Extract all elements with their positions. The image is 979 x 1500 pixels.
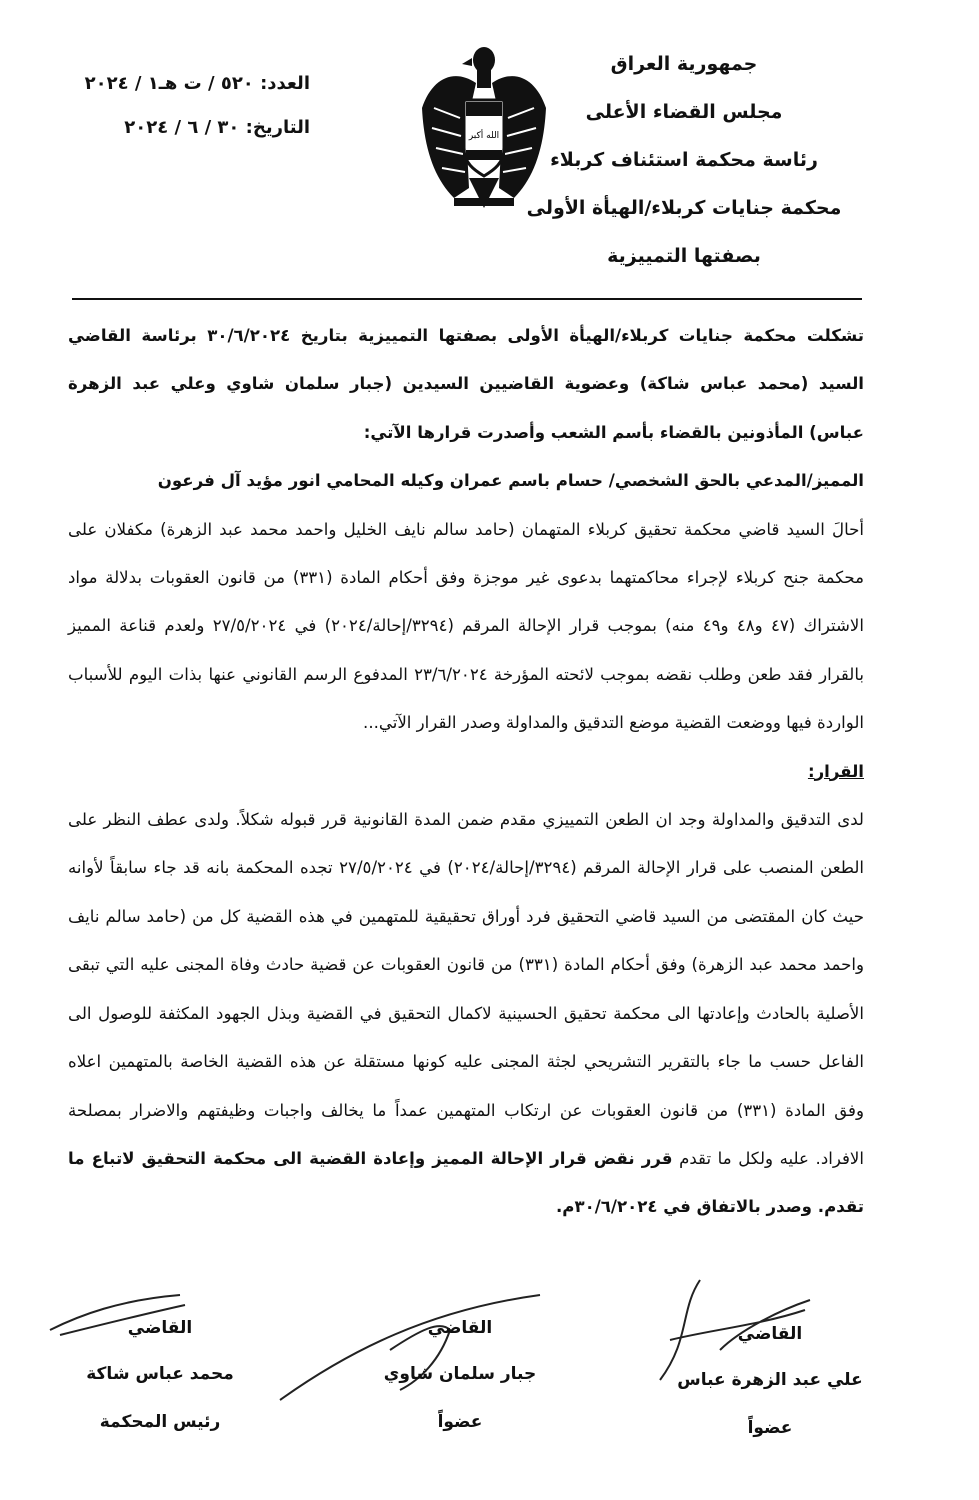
court-composition-paragraph: تشكلت محكمة جنايات كربلاء/الهيأة الأولى بصفتها التمييزية بتاريخ ٣٠/٦/٢٠٢٤ برئاسة القاضي السيد (محمد عباس شاكة) وعضوية القاضيين السيدين (جبار سلمان شاوي وعلي عبد الزهرة عباس) المأذونين بالقضاء بأسم الشعب وأصدرت قرارها الآتي: xyxy=(68,326,864,442)
header-line-appeal-court: رئاسة محكمة استئناف كربلاء xyxy=(550,149,818,171)
header-line-criminal-court: محكمة جنايات كربلاء/الهيأة الأولى xyxy=(526,197,842,219)
appellant-line: المميز/المدعي بالحق الشخصي/ حسام باسم عمران وكيله المحامي انور مؤيد آل فرعون xyxy=(157,471,864,491)
signature-president xyxy=(60,1316,260,1434)
signature-member-1 xyxy=(670,1322,870,1440)
signature-title: القاضي xyxy=(427,1318,493,1338)
header-line-capacity: بصفتها التمييزية xyxy=(607,245,761,267)
reference-number: العدد: ٥٢٠ / ت هـ١ / ٢٠٢٤ xyxy=(84,73,310,94)
signature-role: رئيس المحكمة xyxy=(99,1412,221,1432)
decision-text: لدى التدقيق والمداولة وجد ان الطعن التمييزي مقدم ضمن المدة القانونية قرر قبوله شكلاً. ولدى عطف النظر على الطعن المنصب على قرار الإحالة المرقم (٣٢٩٤/إحالة/٢٠٢٤) في ٢٧/٥/٢٠٢٤ تجده المحكمة بانه قد جاء سابقاً لأوانه حيث كان المقتضى من السيد قاضي التحقيق فرد أوراق تحقيقية للمتهمين في هذه القضية كل من (حامد سالم نايف واحمد محمد عبد الزهرة) وفق أحكام المادة (٣٣١) من قانون العقوبات عن قضية حادث وفاة المجنى عليه التي تبقى الأصلية بالحادث وإعادتها الى محكمة تحقيق الحسينية لاكمال التحقيق في القضية وبذل الجهود المكثفة للوصول الى الفاعل حسب ما جاء بالتقرير التشريحي لجثة المجنى عليه كونها مستقلة عن هذه القضية الخاصة بالمتهمين اعلاه وفق المادة (٣٣١) من قانون العقوبات عن ارتكاب المتهمين عمداً ما يخالف واجبات وظيفتهم والاضرار بمصلحة الافراد. عليه ولكل ما تقدم xyxy=(68,810,864,1168)
reference-date: التاريخ: ٣٠ / ٦ / ٢٠٢٤ xyxy=(124,117,310,138)
facts-paragraph: أحالَ السيد قاضي محكمة تحقيق كربلاء المتهمان (حامد سالم نايف الخليل واحمد محمد عبد الزهرة) مكفلان على محكمة جنح كربلاء لإجراء محاكمتهما بدعوى غير موجزة وفق أحكام المادة (٣٣١) من قانون العقوبات بدلالة مواد الاشتراك (٤٧ و٤٨ و٤٩ منه) بموجب قرار الإحالة المرقم (٣٢٩٤/إحالة/٢٠٢٤) في ٢٧/٥/٢٠٢٤ ولعدم قناعة المميز بالقرار فقد طعن وطلب نقضه بموجب لائحته المؤرخة ٢٣/٦/٢٠٢٤ المدفوع الرسم القانوني عنها بذات اليوم للأسباب الواردة فيها ووضعت القضية موضع التدقيق والمداولة وصدر القرار الآتي... xyxy=(68,519,865,733)
signature-name: محمد عباس شاكة xyxy=(86,1364,234,1384)
decision-ruling: قرر نقض قرار الإحالة المميز وإعادة القضية الى محكمة التحقيق لاتباع ما تقدم. وصدر بالاتفاق في ٣٠/٦/٢٠٢٤م. xyxy=(68,1148,864,1217)
header-line-council: مجلس القضاء الأعلى xyxy=(585,101,783,123)
signature-name: جبار سلمان شاوي xyxy=(383,1364,537,1384)
iraq-eagle-emblem-icon xyxy=(414,38,554,218)
judgment-body xyxy=(68,312,864,1232)
reference-block xyxy=(70,62,310,150)
signature-member-2 xyxy=(360,1316,560,1434)
emblem-motto: الله أكبر xyxy=(468,131,500,141)
header-divider xyxy=(72,298,862,300)
institution-header xyxy=(519,40,849,280)
decision-paragraph xyxy=(68,796,864,1232)
header-line-country: جمهورية العراق xyxy=(610,53,758,75)
signature-title: القاضي xyxy=(127,1318,193,1338)
decision-heading: القرار: xyxy=(807,761,864,781)
signature-title: القاضي xyxy=(737,1324,803,1344)
signature-role: عضواً xyxy=(747,1418,793,1438)
signature-name: علي عبد الزهرة عباس xyxy=(677,1370,863,1390)
signature-role: عضواً xyxy=(437,1412,483,1432)
